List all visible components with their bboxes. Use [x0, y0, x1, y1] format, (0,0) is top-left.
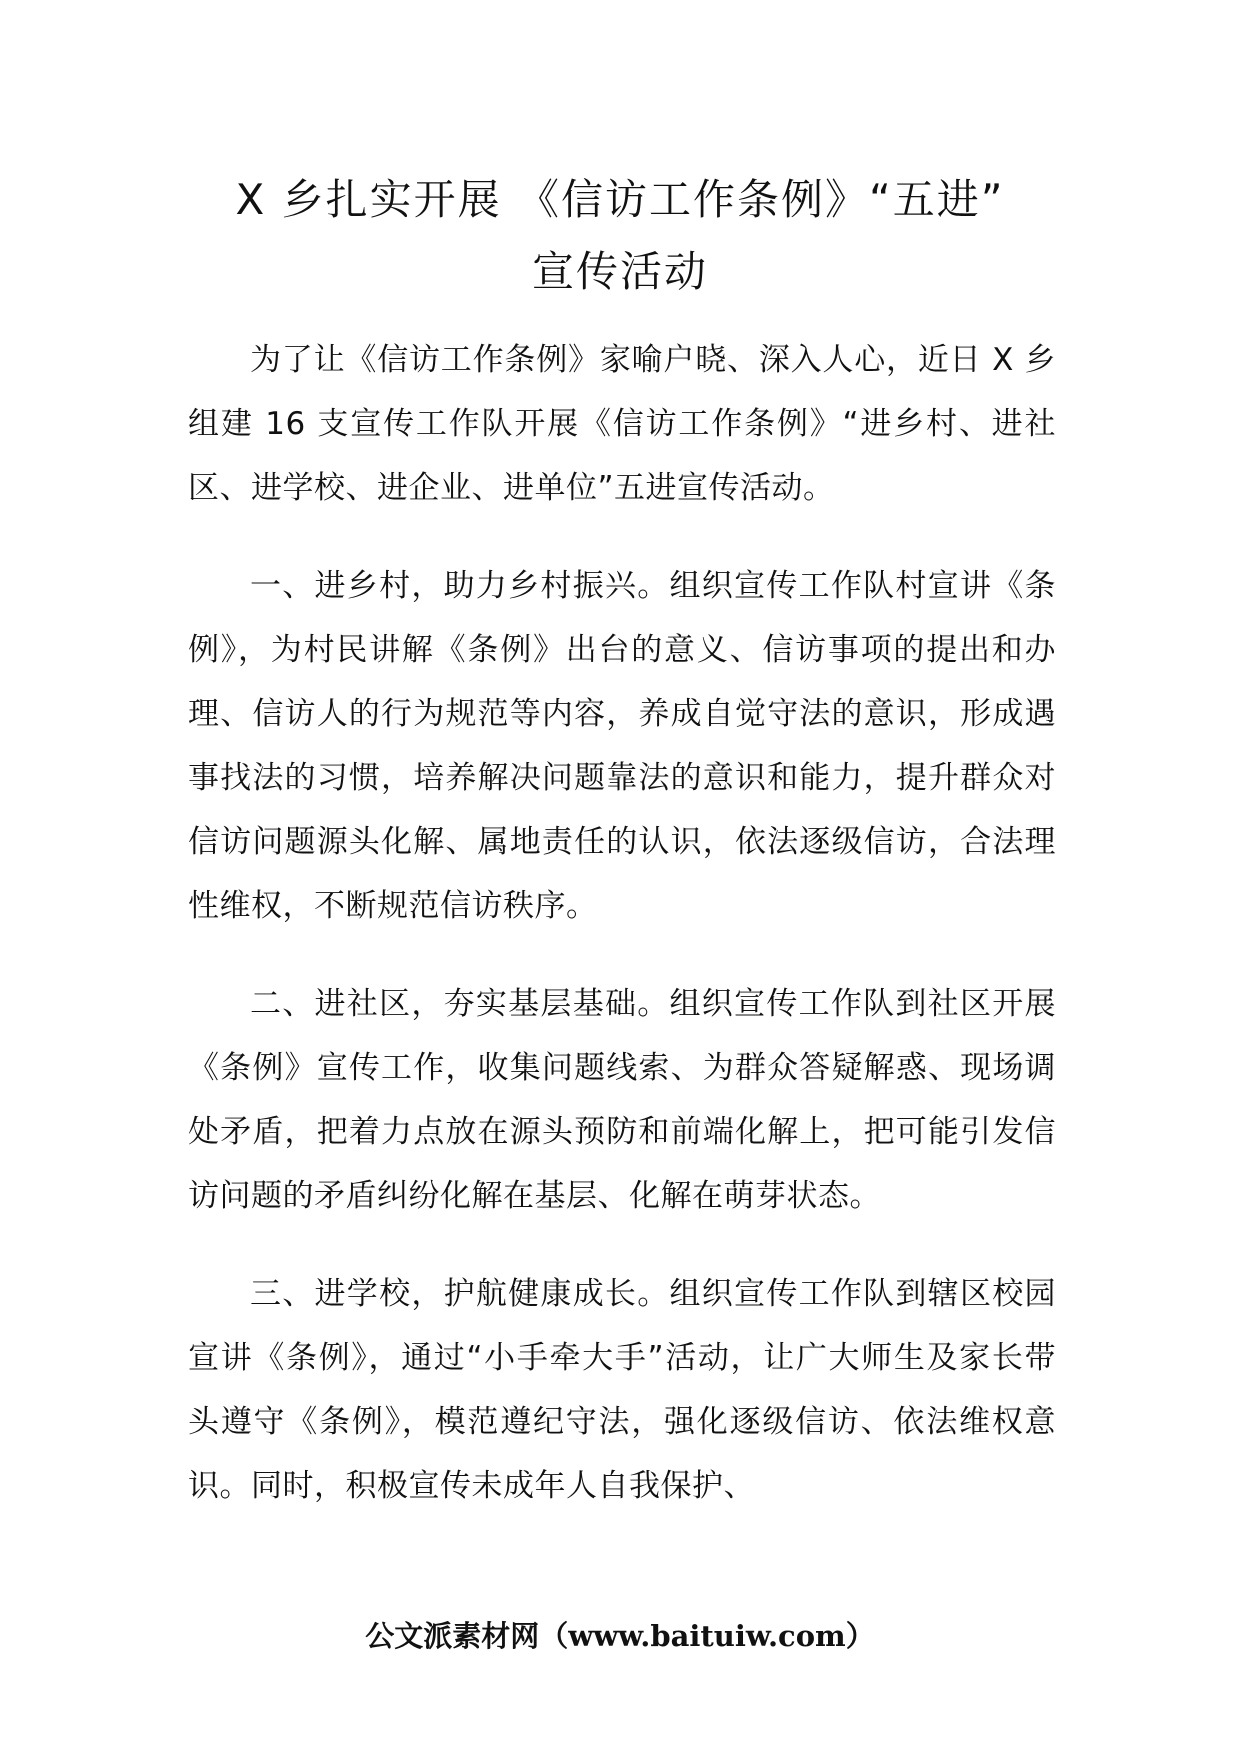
document-title-line-1: X 乡扎实开展 《信访工作条例》“五进”	[235, 175, 1005, 224]
page-footer-watermark: 公文派素材网（www.baituiw.com）	[365, 1619, 875, 1653]
document-title-line-2: 宣传活动	[531, 247, 708, 296]
document-body	[188, 328, 1056, 1552]
paragraph-intro: 为了让《信访工作条例》家喻户晓、深入人心，近日 X 乡组建 16 支宣传工作队开展《信访工作条例》“进乡村、进社区、进学校、进企业、进单位”五进宣传活动。	[188, 342, 1056, 506]
paragraph-village: 一、进乡村，助力乡村振兴。组织宣传工作队村宣讲《条例》，为村民讲解《条例》出台的意义、信访事项的提出和办理、信访人的行为规范等内容，养成自觉守法的意识，形成遇事找法的习惯，培养解决问题靠法的意识和能力，提升群众对信访问题源头化解、属地责任的认识，依法逐级信访，合法理性维权，不断规范信访秩序。	[188, 568, 1056, 924]
paragraph-school: 三、进学校，护航健康成长。组织宣传工作队到辖区校园宣讲《条例》，通过“小手牵大手”活动，让广大师生及家长带头遵守《条例》，模范遵纪守法，强化逐级信访、依法维权意识。同时，积极宣传未成年人自我保护、	[188, 1276, 1056, 1504]
paragraph-community: 二、进社区，夯实基层基础。组织宣传工作队到社区开展《条例》宣传工作，收集问题线索、为群众答疑解惑、现场调处矛盾，把着力点放在源头预防和前端化解上，把可能引发信访问题的矛盾纠纷化解在基层、化解在萌芽状态。	[188, 986, 1056, 1214]
